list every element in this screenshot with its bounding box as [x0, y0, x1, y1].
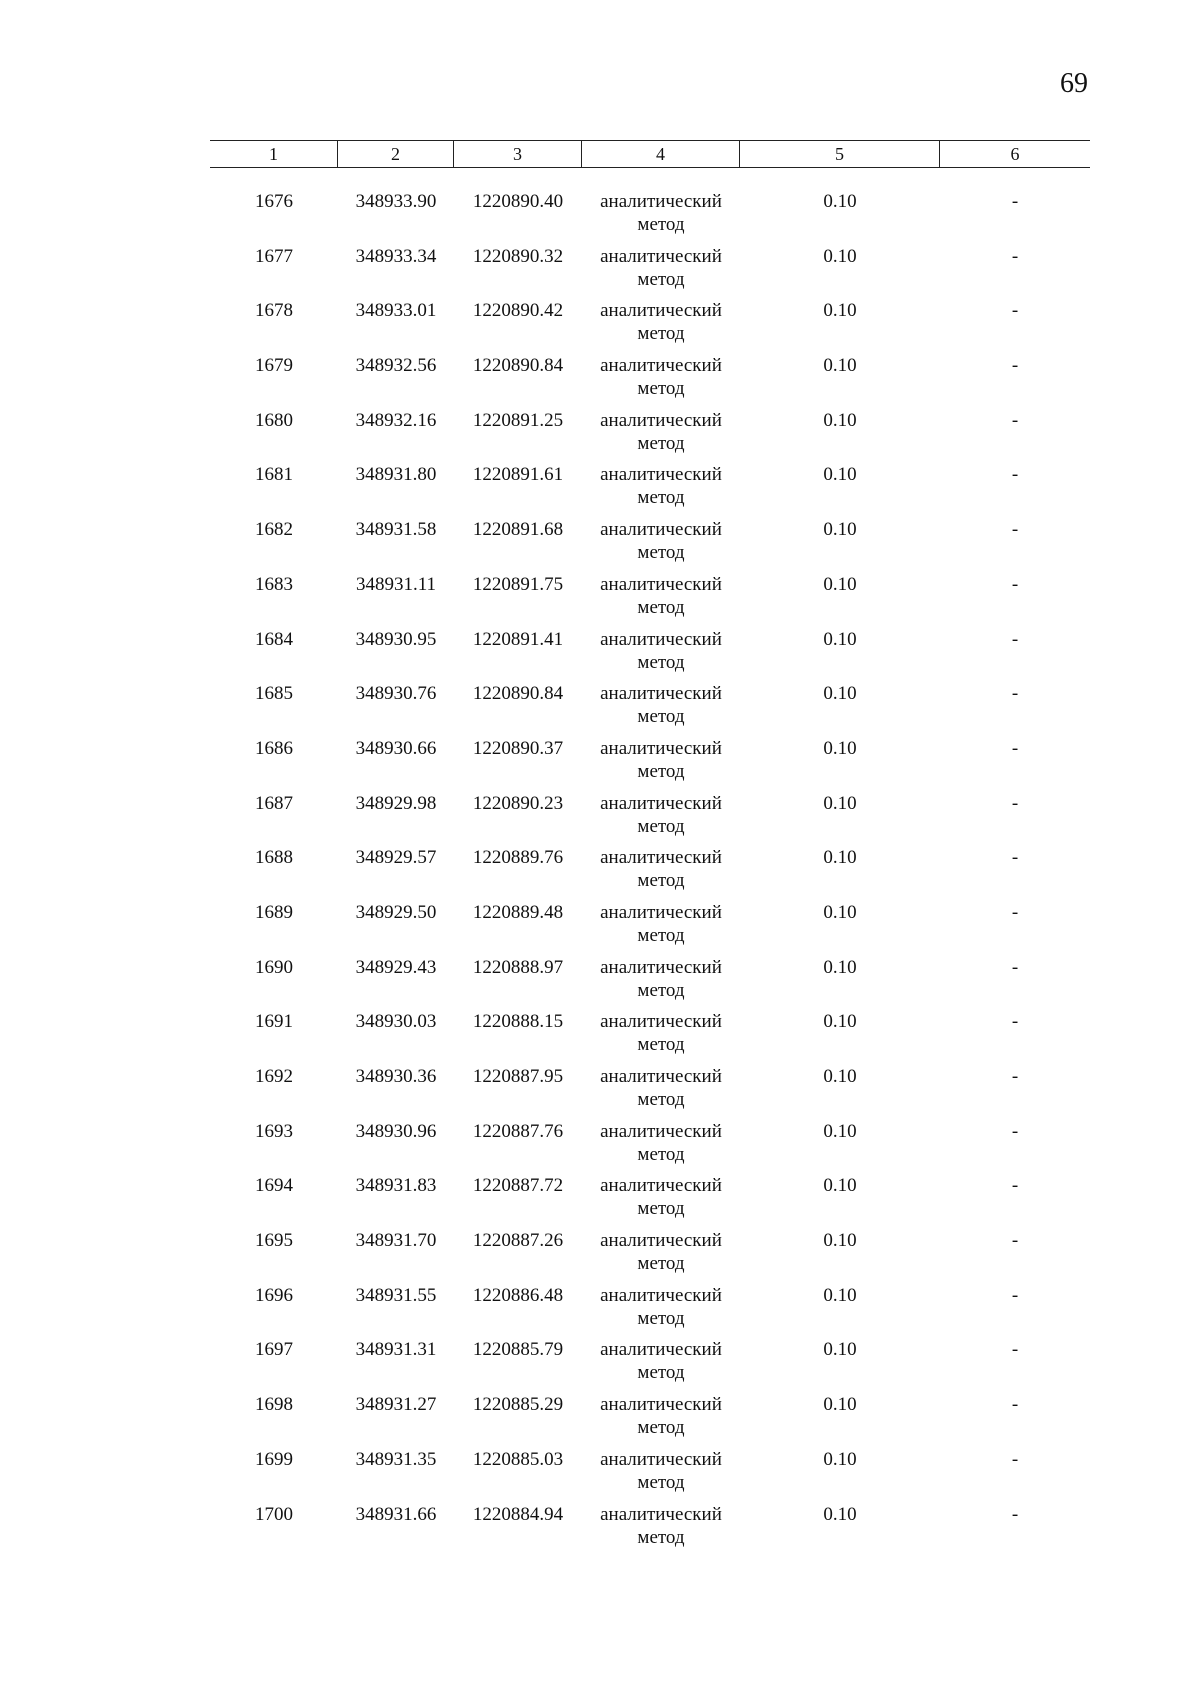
coordinate-y-cell: 1220891.68 — [472, 519, 564, 541]
method-line-1: аналитический — [600, 191, 722, 212]
note-cell: - — [1011, 191, 1019, 212]
method-line-1: аналитический — [600, 1448, 722, 1470]
coordinate-y-cell: 1220889.76 — [472, 847, 564, 869]
method-line-2: метод — [637, 1143, 685, 1165]
coordinate-y-cell: 1220886.48 — [472, 1284, 564, 1306]
point-number-cell: 1686 — [255, 737, 293, 759]
coordinate-y-cell: 1220888.15 — [472, 1011, 564, 1033]
method-cell — [582, 1229, 740, 1284]
accuracy-cell: 0.10 — [823, 1394, 857, 1416]
table-row — [210, 1229, 1090, 1284]
note-cell: - — [1011, 519, 1019, 541]
table-row — [210, 1284, 1090, 1339]
note-cell: - — [1011, 300, 1019, 322]
table-row — [210, 737, 1090, 792]
note-cell: - — [1011, 573, 1019, 595]
point-number-cell: 1687 — [255, 792, 293, 814]
table-row — [210, 1393, 1090, 1448]
point-number-cell: 1681 — [255, 464, 293, 486]
point-number-cell: 1689 — [255, 901, 293, 923]
table-row — [210, 1338, 1090, 1393]
point-number-cell: 1698 — [255, 1394, 293, 1416]
point-number-cell: 1691 — [255, 1011, 293, 1033]
accuracy-cell: 0.10 — [823, 901, 857, 923]
method-line-2: метод — [637, 214, 685, 235]
coordinate-y-cell: 1220884.94 — [472, 1503, 564, 1525]
method-cell — [582, 1010, 740, 1065]
coordinate-y-cell: 1220885.79 — [472, 1339, 564, 1361]
method-cell — [582, 409, 740, 464]
coordinate-x-cell: 348931.31 — [355, 1339, 437, 1361]
method-line-2: метод — [637, 815, 685, 837]
note-cell: - — [1011, 628, 1019, 650]
column-header-1: 1 — [210, 141, 338, 167]
method-line-2: метод — [637, 1471, 685, 1493]
accuracy-cell: 0.10 — [823, 737, 857, 759]
table-row — [210, 518, 1090, 573]
method-cell — [582, 245, 740, 300]
accuracy-cell: 0.10 — [823, 1448, 857, 1470]
method-line-1: аналитический — [600, 1011, 722, 1033]
note-cell: - — [1011, 355, 1019, 377]
coordinate-x-cell: 348933.34 — [355, 245, 437, 267]
coordinate-x-cell: 348930.66 — [355, 737, 437, 759]
coordinate-x-cell: 348931.11 — [355, 573, 437, 595]
method-line-2: метод — [637, 542, 685, 564]
method-line-2: метод — [637, 1362, 685, 1384]
method-line-2: метод — [637, 268, 685, 290]
note-cell: - — [1011, 1175, 1019, 1197]
note-cell: - — [1011, 956, 1019, 978]
coordinate-y-cell: 1220891.25 — [472, 409, 564, 431]
method-cell — [582, 1338, 740, 1393]
accuracy-cell: 0.10 — [823, 519, 857, 541]
coordinate-x-cell: 348931.80 — [355, 464, 437, 486]
coordinate-y-cell: 1220890.84 — [472, 355, 564, 377]
table-row — [210, 409, 1090, 464]
accuracy-cell: 0.10 — [823, 1230, 857, 1252]
coordinate-y-cell: 1220888.97 — [472, 956, 564, 978]
point-number-cell: 1682 — [255, 519, 293, 541]
point-number-cell: 1699 — [255, 1448, 293, 1470]
table-row — [210, 901, 1090, 956]
method-cell — [582, 1284, 740, 1339]
point-number-cell: 1677 — [255, 245, 293, 267]
table-row — [210, 1503, 1090, 1558]
column-header-6: 6 — [1010, 143, 1020, 164]
method-cell — [582, 1174, 740, 1229]
accuracy-cell: 0.10 — [823, 573, 857, 595]
method-line-1: аналитический — [600, 1339, 722, 1361]
method-line-2: метод — [637, 432, 685, 454]
method-line-1: аналитический — [600, 300, 722, 322]
accuracy-cell: 0.10 — [823, 1011, 857, 1033]
coordinate-x-cell: 348929.50 — [355, 901, 437, 923]
coordinate-x-cell: 348930.36 — [355, 1066, 437, 1087]
method-cell — [582, 846, 740, 901]
method-cell — [582, 1065, 740, 1120]
accuracy-cell: 0.10 — [823, 847, 857, 869]
table-row — [210, 1065, 1090, 1120]
note-cell: - — [1011, 792, 1019, 814]
point-number-cell: 1697 — [255, 1339, 293, 1361]
method-line-1: аналитический — [600, 1284, 722, 1306]
method-line-2: метод — [637, 487, 685, 509]
accuracy-cell: 0.10 — [823, 628, 857, 650]
method-cell — [582, 792, 740, 847]
accuracy-cell: 0.10 — [823, 245, 857, 267]
coordinate-y-cell: 1220887.72 — [472, 1175, 564, 1197]
method-line-2: метод — [637, 760, 685, 782]
table-row — [210, 792, 1090, 847]
note-cell: - — [1011, 901, 1019, 923]
coordinate-x-cell: 348932.16 — [355, 409, 437, 431]
method-cell — [582, 682, 740, 737]
method-line-2: метод — [637, 706, 685, 728]
table-row — [210, 628, 1090, 683]
note-cell: - — [1011, 1066, 1019, 1087]
method-line-1: аналитический — [600, 573, 722, 595]
table-row — [210, 245, 1090, 300]
point-number-cell: 1680 — [255, 409, 293, 431]
accuracy-cell: 0.10 — [823, 683, 857, 705]
method-line-1: аналитический — [600, 1175, 722, 1197]
note-cell: - — [1011, 1230, 1019, 1252]
table-row — [210, 573, 1090, 628]
table-header — [210, 140, 1090, 168]
note-cell: - — [1011, 1339, 1019, 1361]
method-cell — [582, 190, 740, 245]
method-line-1: аналитический — [600, 956, 722, 978]
point-number-cell: 1693 — [255, 1120, 293, 1142]
point-number-cell: 1683 — [255, 573, 293, 595]
accuracy-cell: 0.10 — [823, 1284, 857, 1306]
coordinate-x-cell: 348931.66 — [355, 1503, 437, 1525]
method-line-1: аналитический — [600, 1394, 722, 1416]
table-row — [210, 846, 1090, 901]
method-line-2: метод — [637, 1307, 685, 1329]
method-line-2: метод — [637, 1198, 685, 1220]
method-line-2: метод — [637, 1089, 685, 1110]
method-line-1: аналитический — [600, 245, 722, 267]
method-cell — [582, 628, 740, 683]
method-line-1: аналитический — [600, 628, 722, 650]
table-row — [210, 299, 1090, 354]
note-cell: - — [1011, 737, 1019, 759]
method-line-2: метод — [637, 1417, 685, 1439]
method-cell — [582, 956, 740, 1011]
point-number-cell: 1684 — [255, 628, 293, 650]
method-line-2: метод — [637, 378, 685, 400]
table-row — [210, 1174, 1090, 1229]
point-number-cell: 1696 — [255, 1284, 293, 1306]
accuracy-cell: 0.10 — [823, 1339, 857, 1361]
accuracy-cell: 0.10 — [823, 191, 857, 212]
method-line-1: аналитический — [600, 409, 722, 431]
method-line-1: аналитический — [600, 792, 722, 814]
coordinate-y-cell: 1220891.41 — [472, 628, 564, 650]
point-number-cell: 1685 — [255, 683, 293, 705]
method-cell — [582, 1448, 740, 1503]
accuracy-cell: 0.10 — [823, 1503, 857, 1525]
note-cell: - — [1011, 1011, 1019, 1033]
coordinate-x-cell: 348933.01 — [355, 300, 437, 322]
accuracy-cell: 0.10 — [823, 1066, 857, 1087]
coordinate-x-cell: 348929.43 — [355, 956, 437, 978]
method-line-1: аналитический — [600, 464, 722, 486]
coordinate-y-cell: 1220885.03 — [472, 1448, 564, 1470]
column-header-5: 5 — [740, 141, 940, 167]
method-cell — [582, 1503, 740, 1558]
accuracy-cell: 0.10 — [823, 409, 857, 431]
method-line-1: аналитический — [600, 683, 722, 705]
table-row — [210, 463, 1090, 518]
coordinate-y-cell: 1220890.84 — [472, 683, 564, 705]
column-header-3: 3 — [454, 141, 582, 167]
coordinate-y-cell: 1220887.95 — [472, 1066, 564, 1087]
accuracy-cell: 0.10 — [823, 1175, 857, 1197]
method-cell — [582, 463, 740, 518]
note-cell: - — [1011, 847, 1019, 869]
method-line-2: метод — [637, 596, 685, 618]
coordinate-x-cell: 348929.57 — [355, 847, 437, 869]
accuracy-cell: 0.10 — [823, 355, 857, 377]
table-row — [210, 682, 1090, 737]
coordinate-x-cell: 348930.76 — [355, 683, 437, 705]
point-number-cell: 1695 — [255, 1230, 293, 1252]
table-body — [210, 190, 1090, 1557]
coordinate-x-cell: 348929.98 — [355, 792, 437, 814]
method-cell — [582, 518, 740, 573]
method-cell — [582, 901, 740, 956]
note-cell: - — [1011, 245, 1019, 267]
method-line-1: аналитический — [600, 1120, 722, 1142]
coordinate-y-cell: 1220890.42 — [472, 300, 564, 322]
coordinate-y-cell: 1220890.37 — [472, 737, 564, 759]
method-line-1: аналитический — [600, 1230, 722, 1252]
coordinate-x-cell: 348931.83 — [355, 1175, 437, 1197]
coordinate-x-cell: 348931.58 — [355, 519, 437, 541]
method-line-2: метод — [637, 1526, 685, 1548]
coordinate-y-cell: 1220890.23 — [472, 792, 564, 814]
point-number-cell: 1688 — [255, 847, 293, 869]
accuracy-cell: 0.10 — [823, 300, 857, 322]
method-cell — [582, 573, 740, 628]
method-line-2: метод — [637, 979, 685, 1001]
coordinate-y-cell: 1220887.76 — [472, 1120, 564, 1142]
coordinate-y-cell: 1220889.48 — [472, 901, 564, 923]
accuracy-cell: 0.10 — [823, 464, 857, 486]
method-line-1: аналитический — [600, 847, 722, 869]
point-number-cell: 1679 — [255, 355, 293, 377]
note-cell: - — [1011, 409, 1019, 431]
coordinate-x-cell: 348931.70 — [355, 1230, 437, 1252]
table-row — [210, 1120, 1090, 1175]
coordinate-y-cell: 1220887.26 — [472, 1230, 564, 1252]
note-cell: - — [1011, 1394, 1019, 1416]
method-line-2: метод — [637, 924, 685, 946]
method-line-2: метод — [637, 1034, 685, 1056]
point-number-cell: 1676 — [255, 191, 293, 212]
method-cell — [582, 737, 740, 792]
method-line-2: метод — [637, 1253, 685, 1275]
note-cell: - — [1011, 1503, 1019, 1525]
accuracy-cell: 0.10 — [823, 956, 857, 978]
coordinate-y-cell: 1220891.75 — [472, 573, 564, 595]
coordinate-x-cell: 348931.35 — [355, 1448, 437, 1470]
coordinate-x-cell: 348930.95 — [355, 628, 437, 650]
table-row — [210, 1010, 1090, 1065]
note-cell: - — [1011, 1284, 1019, 1306]
method-cell — [582, 299, 740, 354]
method-cell — [582, 354, 740, 409]
coordinate-x-cell: 348930.96 — [355, 1120, 437, 1142]
note-cell: - — [1011, 683, 1019, 705]
coordinate-x-cell: 348931.27 — [355, 1394, 437, 1416]
table-row — [210, 956, 1090, 1011]
method-line-1: аналитический — [600, 519, 722, 541]
method-line-1: аналитический — [600, 355, 722, 377]
method-line-2: метод — [637, 323, 685, 345]
table-row — [210, 190, 1090, 245]
note-cell: - — [1011, 464, 1019, 486]
coordinate-x-cell: 348930.03 — [355, 1011, 437, 1033]
accuracy-cell: 0.10 — [823, 792, 857, 814]
method-cell — [582, 1120, 740, 1175]
method-line-2: метод — [637, 870, 685, 892]
accuracy-cell: 0.10 — [823, 1120, 857, 1142]
column-header-4: 4 — [582, 141, 740, 167]
method-line-1: аналитический — [600, 1503, 722, 1525]
note-cell: - — [1011, 1448, 1019, 1470]
coordinate-y-cell: 1220890.32 — [472, 245, 564, 267]
column-header-2: 2 — [338, 141, 454, 167]
method-line-1: аналитический — [600, 1066, 722, 1087]
note-cell: - — [1011, 1120, 1019, 1142]
method-line-1: аналитический — [600, 737, 722, 759]
coordinate-x-cell: 348931.55 — [355, 1284, 437, 1306]
table-row — [210, 354, 1090, 409]
point-number-cell: 1690 — [255, 956, 293, 978]
point-number-cell: 1692 — [255, 1066, 293, 1087]
method-line-1: аналитический — [600, 901, 722, 923]
page-number: 69 — [1060, 68, 1088, 99]
coordinate-x-cell: 348932.56 — [355, 355, 437, 377]
point-number-cell: 1700 — [255, 1503, 293, 1525]
method-cell — [582, 1393, 740, 1448]
method-line-2: метод — [637, 651, 685, 673]
coordinate-x-cell: 348933.90 — [355, 191, 437, 212]
coordinate-y-cell: 1220885.29 — [472, 1394, 564, 1416]
coordinate-y-cell: 1220890.40 — [472, 191, 564, 212]
point-number-cell: 1678 — [255, 300, 293, 322]
table-row — [210, 1448, 1090, 1503]
point-number-cell: 1694 — [255, 1175, 293, 1197]
coordinate-y-cell: 1220891.61 — [472, 464, 564, 486]
